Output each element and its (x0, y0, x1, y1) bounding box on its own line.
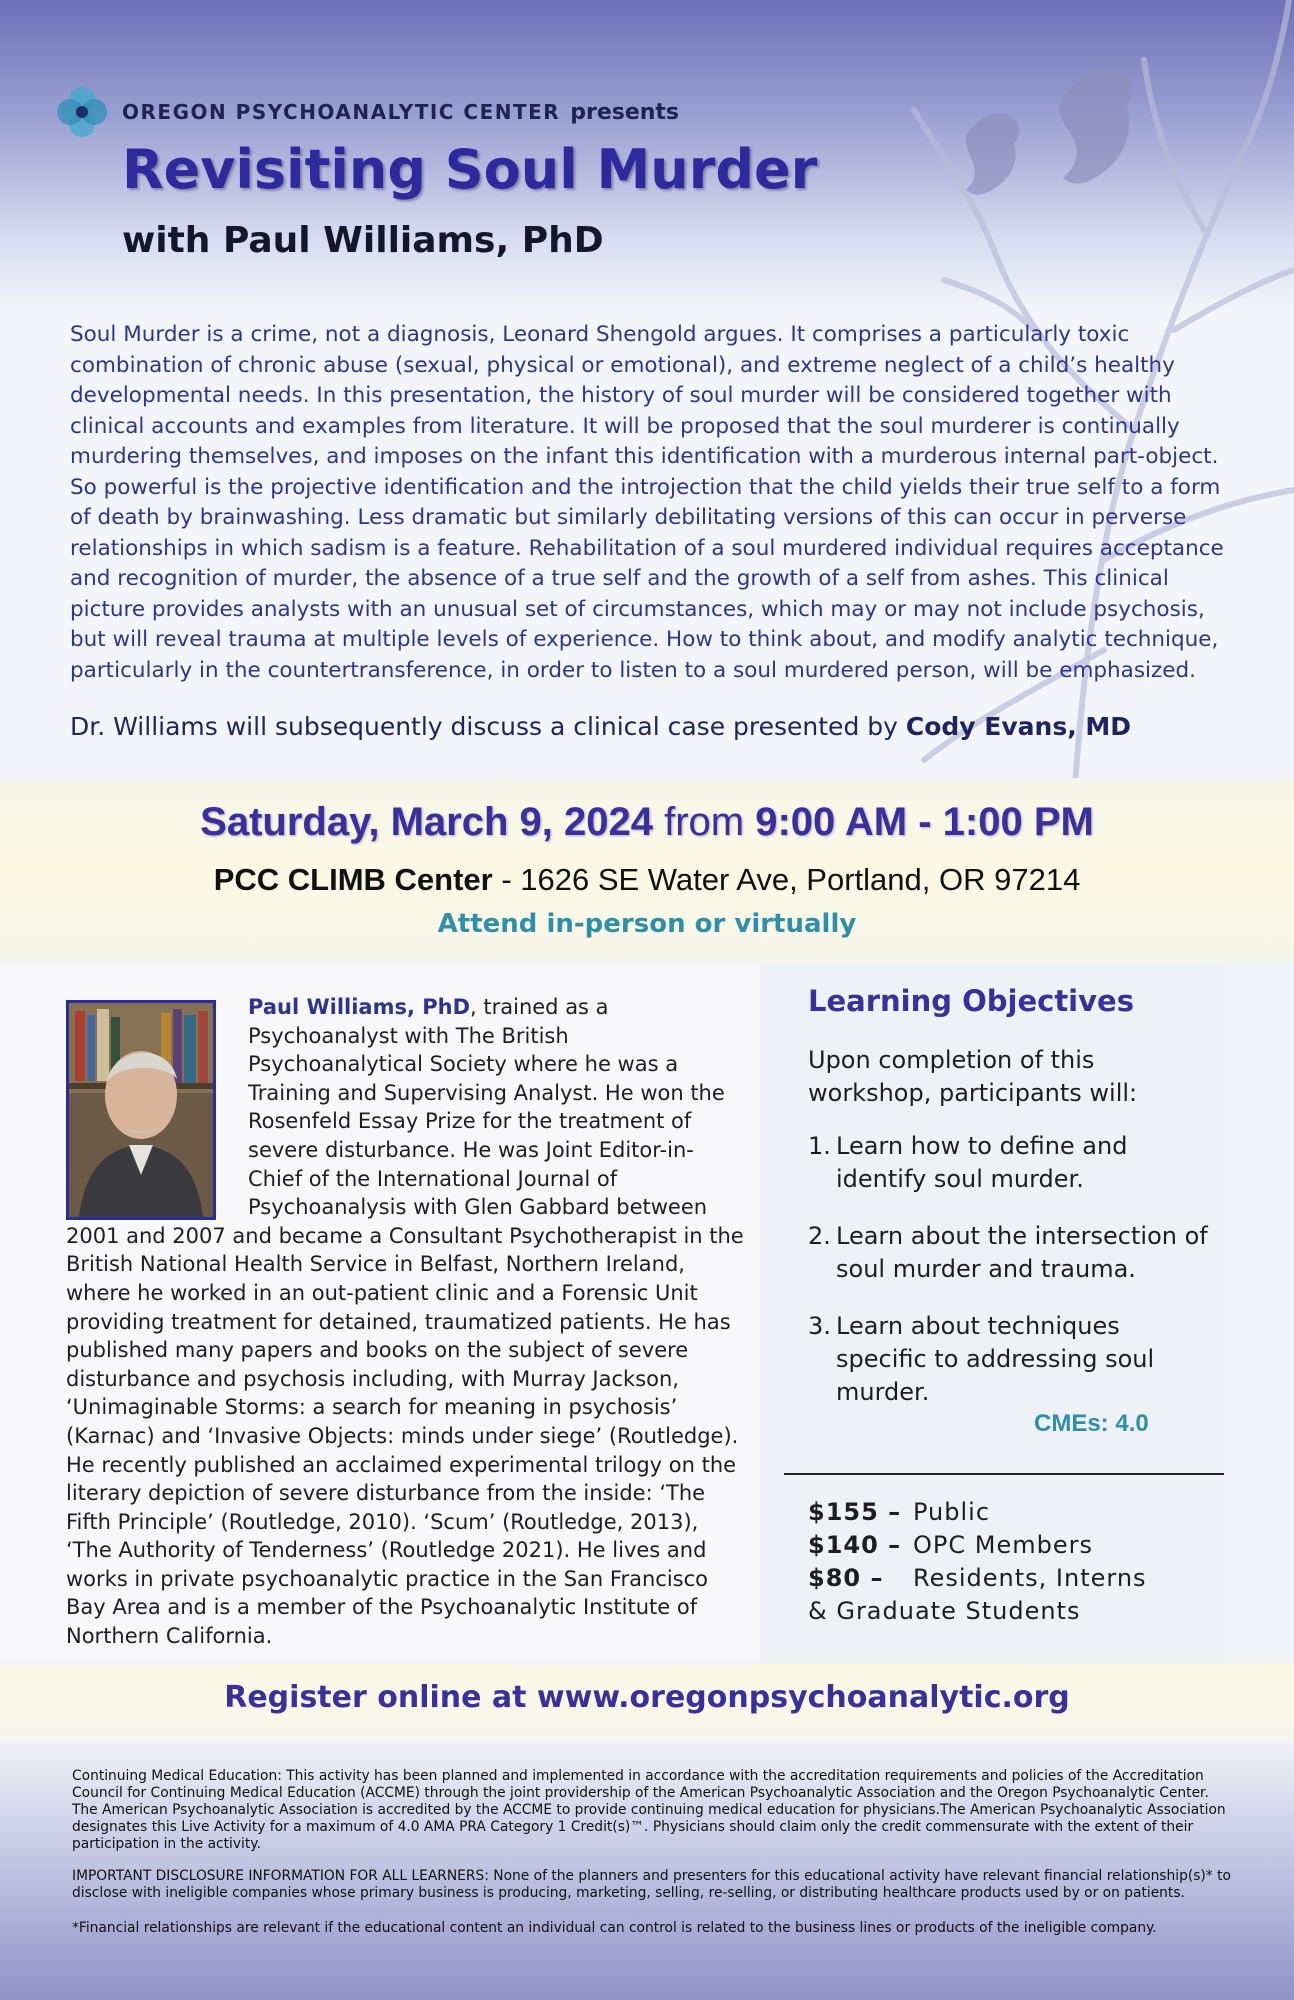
objective-item (808, 1130, 1208, 1196)
venue-line (0, 862, 1294, 898)
venue-name: PCC CLIMB Center (213, 862, 493, 897)
speaker-name: Paul Williams, PhD (248, 995, 471, 1019)
event-date-line (0, 800, 1294, 845)
event-title: Revisiting Soul Murder (122, 138, 818, 201)
objective-text: Learn about the intersection of soul murder and trauma. (836, 1222, 1208, 1283)
objective-text: Learn about techniques specific to addressing soul murder. (836, 1312, 1155, 1406)
objective-text: Learn how to define and identify soul murder. (836, 1132, 1128, 1193)
price-label: Residents, Interns (913, 1564, 1147, 1592)
price-row-students (808, 1562, 1147, 1595)
pricing-list (808, 1496, 1147, 1628)
disclosure-statement: IMPORTANT DISCLOSURE INFORMATION FOR ALL LEARNERS: None of the planners and presenters for this educational activity have relevant financial relationship(s)* to disclose with ineligible companies whose primary business is producing, marketing, selling, re-selling, or distributing healthcare products used by or on patients. (72, 1868, 1231, 1901)
event-subtitle: with Paul Williams, PhD (122, 220, 604, 261)
objectives-intro: Upon completion of this workshop, participants will: (808, 1046, 1138, 1107)
event-from: from (664, 800, 745, 844)
event-time: 9:00 AM - 1:00 PM (755, 800, 1094, 844)
objectives-list (808, 1130, 1208, 1433)
price-amount: $140 – (808, 1531, 902, 1559)
price-row-members (808, 1529, 1147, 1562)
objective-number: 1. (808, 1132, 831, 1160)
financial-note: *Financial relationships are relevant if the educational content an individual can control is related to the business lines or products of the ineligible company. (72, 1920, 1157, 1936)
price-row-public (808, 1496, 1147, 1529)
price-label: OPC Members (913, 1531, 1093, 1559)
presenter-name: Cody Evans, MD (905, 712, 1132, 741)
venue-address: - 1626 SE Water Ave, Portland, OR 97214 (492, 862, 1081, 897)
objectives-title: Learning Objectives (808, 984, 1134, 1018)
price-amount: $155 – (808, 1498, 902, 1526)
objective-item (808, 1310, 1208, 1409)
flower-logo-icon (52, 82, 112, 142)
price-row-students-cont (808, 1595, 1147, 1628)
attend-mode: Attend in-person or virtually (437, 909, 857, 939)
objective-item (808, 1220, 1208, 1286)
speaker-bio-text: , trained as a Psychoanalyst with The British Psychoanalytical Society where he was a Training and Supervising Analyst. He won the Rosenfeld Essay Prize for the treatment of severe disturbance. He was Joint Editor-in-Chief of the International Journal of Psychoanalysis with Glen Gabbard between 2001 and 2007 and became a Consultant Psychotherapist in the British National Health Service in Belfast, Northern Ireland, where he worked in an out-patient clinic and a Forensic Unit providing treatment for detained, traumatized patients. He has published many papers and books on the subject of severe disturbance and psychosis including, with Murray Jackson, ‘Unimaginable Storms: a search for meaning in psychosis’ (Karnac) and ‘Invasive Objects: minds under siege’ (Routledge). He recently published an acclaimed experimental trilogy on the literary depiction of severe disturbance from the inside: ‘The Fifth Principle’ (Routledge, 2010). ‘Scum’ (Routledge, 2013), ‘The Authority of Tenderness’ (Routledge 2021). He lives and works in private psychoanalytic practice in the San Francisco Bay Area and is a member of the Psychoanalytic Institute of Northern California. (66, 995, 744, 1649)
org-name: OREGON PSYCHOANALYTIC CENTER (122, 100, 561, 124)
presents-label: presents (570, 99, 680, 125)
brand-row (52, 82, 679, 142)
speaker-photo (66, 1000, 216, 1220)
objective-number: 2. (808, 1222, 831, 1250)
price-amount: $80 – (808, 1564, 884, 1592)
cme-statement: Continuing Medical Education: This activity has been planned and implemented in accordance with the accreditation requirements and policies of the Accreditation Council for Continuing Medical Education (ACCME) through the joint providership of the American Psychoanalytic Association and the Oregon Psychoanalytic Center. The American Psychoanalytic Association is accredited by the ACCME to provide continuing medical education for physicians.The American Psychoanalytic Association designates this Live Activity for a maximum of 4.0 AMA PRA Category 1 Credit(s)™. Physicians should claim only the credit commensurate with the extent of their participation in the activity. (72, 1768, 1226, 1852)
abstract-text: Soul Murder is a crime, not a diagnosis, Leonard Shengold argues. It comprises a particularly toxic combination of chronic abuse (sexual, physical or emotional), and extreme neglect of a child’s healthy developmental needs. In this presentation, the history of soul murder will be considered together with clinical accounts and examples from literature. It will be proposed that the soul murderer is continually murdering themselves, and imposes on the infant this identification with a murderous internal part-object. So powerful is the projective identification and the introjection that the child yields their true self to a form of death by brainwashing. Less dramatic but similarly debilitating versions of this can occur in perverse relationships in which sadism is a feature. Rehabilitation of a soul murdered individual requires acceptance and recognition of murder, the absence of a true self and the growth of a self from ashes. This clinical picture provides analysts with an unusual set of circumstances, which may or may not include psychosis, but will reveal trauma at multiple levels of experience. How to think about, and modify analytic technique, particularly in the countertransference, in order to listen to a soul murdered person, will be emphasized. (70, 322, 1224, 683)
cme-credits: CMEs: 4.0 (1034, 1410, 1149, 1437)
price-label-continued: & Graduate Students (808, 1597, 1081, 1625)
objective-number: 3. (808, 1312, 831, 1340)
discussion-line (70, 712, 1245, 741)
speaker-portrait-illustration (69, 1003, 213, 1217)
event-date: Saturday, March 9, 2024 (200, 800, 653, 844)
register-link[interactable]: Register online at www.oregonpsychoanalytic.org (224, 1680, 1070, 1715)
objectives-divider (784, 1473, 1224, 1475)
discussion-text: Dr. Williams will subsequently discuss a clinical case presented by (70, 712, 898, 741)
price-label: Public (913, 1498, 991, 1526)
